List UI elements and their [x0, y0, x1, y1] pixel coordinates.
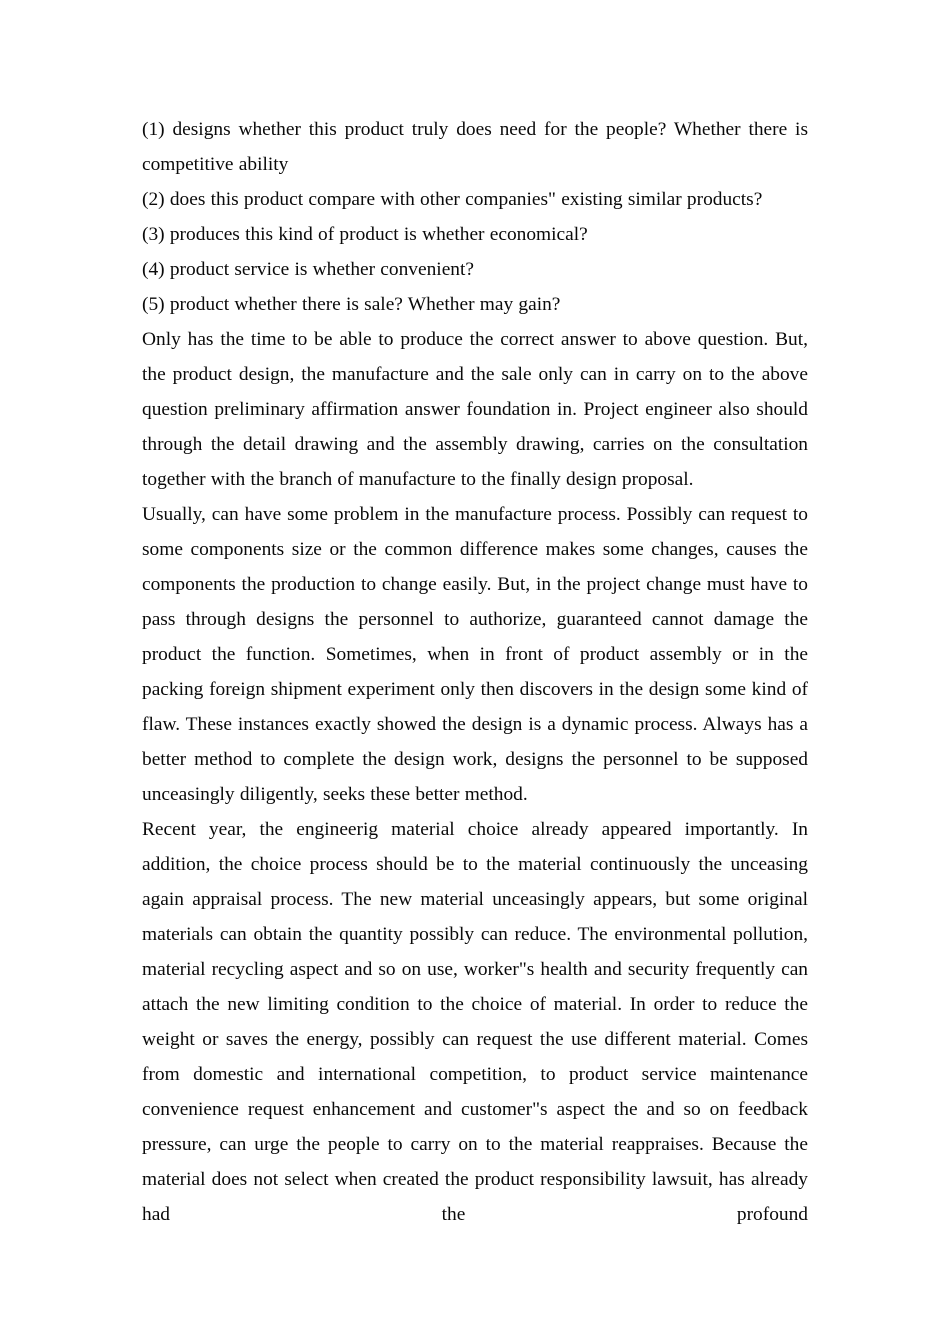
- list-item: (4) product service is whether convenient?: [142, 259, 474, 280]
- body-paragraph: Recent year, the engineerig material choice already appeared importantly. In addition, the choice process should be to the material continuously the unceasing again appraisal process. The new material unceasingly appears, but some original materials can obtain the quantity possibly can reduce. The environmental pollution, material recycling aspect and so on use, worker"s health and security frequently can attach the new limiting condition to the choice of material. In order to reduce the weight or saves the energy, possibly can request the use different material. Comes from domestic and international competition, to product service maintenance convenience request enhancement and customer"s aspect the and so on feedback pressure, can urge the people to carry on to the material reappraises. Because the material does not select when created the product responsibility lawsuit, has already had the profound: [142, 819, 808, 1225]
- list-item: (2) does this product compare with other companies" existing similar products?: [142, 189, 763, 210]
- list-item: (1) designs whether this product truly does need for the people? Whether there is competitive ability: [142, 119, 808, 175]
- text-column: [142, 112, 808, 1267]
- body-paragraph: Usually, can have some problem in the manufacture process. Possibly can request to some components size or the common difference makes some changes, causes the components the production to change easily. But, in the project change must have to pass through designs the personnel to authorize, guaranteed cannot damage the product the function. Sometimes, when in front of product assembly or in the packing foreign shipment experiment only then discovers in the design some kind of flaw. These instances exactly showed the design is a dynamic process. Always has a better method to complete the design work, designs the personnel to be supposed unceasingly diligently, seeks these better method.: [142, 504, 808, 805]
- list-item: (5) product whether there is sale? Whether may gain?: [142, 294, 561, 315]
- list-item: (3) produces this kind of product is whether economical?: [142, 224, 588, 245]
- body-paragraph: Only has the time to be able to produce the correct answer to above question. But, the product design, the manufacture and the sale only can in carry on to the above question preliminary affirmation answer foundation in. Project engineer also should through the detail drawing and the assembly drawing, carries on the consultation together with the branch of manufacture to the finally design proposal.: [142, 329, 808, 490]
